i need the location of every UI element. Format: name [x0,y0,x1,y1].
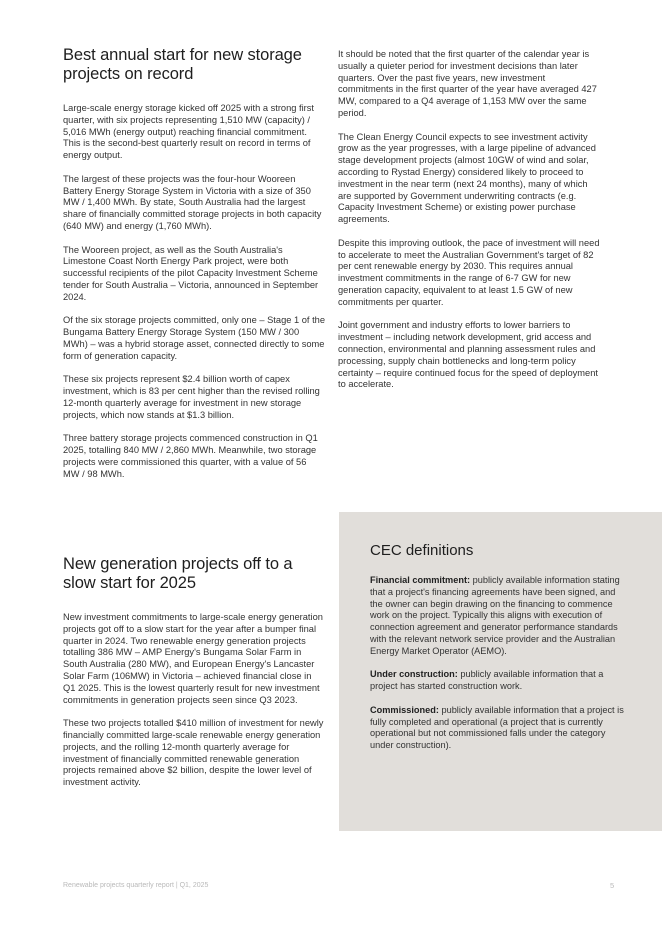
generation-section-text [63,612,325,801]
storage-section-heading: Best annual start for new storage projects on record [63,46,302,83]
page-number: 5 [610,881,615,890]
storage-paragraph: The largest of these projects was the four-hour Wooreen Battery Energy Storage System in Victoria with a size of 350 MW / 1,400 MWh. By state, South Australia had the largest share of financially committed storage projects in both capacity (640 MW) and energy (1,760 MWh). [63,173,322,231]
definition-term: Financial commitment: [370,575,471,585]
definitions-title: CEC definitions [370,542,474,559]
definitions-content [370,542,625,764]
definition-term: Under construction: [370,669,458,680]
generation-paragraph: These two projects totalled $410 million of investment for newly financially committed large-scale renewable energy generation projects, and the rolling 12-month quarterly average for investment of financially committed renewable generation projects remained above $2 billion, despite the lower level of investment activity. [63,718,324,788]
definition-text: publicly available information that a project has started construction work. [370,669,604,692]
footer-report-label: Renewable projects quarterly report | Q1, 2025 [63,882,209,889]
definition-item [370,705,625,752]
left-column [63,46,325,492]
definition-text: publicly available information stating that a project's financing agreements have been signed, and the owner can begin drawing on the financing to commence work on the project. Typically this aligns with execution of connection agreement and generator performance standards with the relevant network service provider and the Australian Energy Market Operator (AEMO). [370,575,620,656]
storage-paragraph: These six projects represent $2.4 billion worth of capex investment, which is 83 per cent higher than the revised rolling 12-month quarterly average for investment in new storage projects, which now stands at $1.3 billion. [63,374,320,420]
storage-paragraph: The Wooreen project, as well as the South Australia's Limestone Coast North Energy Park project, were both successful recipients of the pilot Capacity Investment Scheme tender for South Australia – Victoria, announced in September 2024. [63,244,319,302]
generation-section-heading: New generation projects off to a slow start for 2025 [63,555,293,592]
definition-item [370,575,625,658]
definitions-panel [339,512,662,831]
storage-paragraph: Large-scale energy storage kicked off 2025 with a strong first quarter, with six projects representing 1,510 MW (capacity) / 5,016 MWh (energy output) reaching financial commitment. This is the second-best quarterly result on record in terms of energy output. [63,103,314,161]
right-paragraph: It should be noted that the first quarter of the calendar year is usually a quieter period for investment decisions than later quarters. Over the past five years, new investment commitments in the first quarter of the year have averaged 427 MW, compared to a Q4 average of 1,153 MW over the same period. [338,49,597,118]
right-paragraph: Despite this improving outlook, the pace of investment will need to accelerate to meet the Australian Government's target of 82 per cent renewable energy by 2030. This requires annual investment commitments in the range of 6-7 GW for new generation capacity, equivalent to at least 1.5 GW of new commitments per quarter. [338,237,600,307]
right-paragraph: The Clean Energy Council expects to see investment activity grow as the year progresses, with a large pipeline of advanced stage development projects (almost 10GW of wind and solar, according to Rystad Energy) considered likely to proceed to investment in the near term (next 24 months), many of which are supported by Government underwriting contracts (e.g. Capacity Investment Scheme) or existing power purchase agreements. [338,131,596,225]
storage-paragraph: Three battery storage projects commenced construction in Q1 2025, totalling 840 MW / 2,860 MWh. Meanwhile, two storage projects were commissioned this quarter, with a value of 56 MW / 98 MWh. [63,433,318,479]
definition-text: publicly available information that a project is fully completed and operational (a project that is currently operational but not commissioned falls under the category under construction). [370,704,624,751]
definition-term: Commissioned: [370,704,439,715]
definition-item [370,669,625,693]
right-paragraph: Joint government and industry efforts to lower barriers to investment – including network development, grid access and connection, environmental and planning assessment rules and processing, supply chain bottlenecks and long-term policy certainty – require continued focus for the speed of deployment to accelerate. [338,320,598,390]
storage-paragraph: Of the six storage projects committed, only one – Stage 1 of the Bungama Battery Energy Storage System (150 MW / 300 MWh) – was a hybrid storage asset, connected directly to some form of generation capacity. [63,315,326,361]
right-column [338,49,602,403]
generation-paragraph: New investment commitments to large-scale energy generation projects got off to a slow start for the year after a bumper final quarter in 2024. Two renewable energy generation projects totalling 386 MW – AMP Energy's Bungama Solar Farm in South Australia (280 MW), and European Energy's Lancaster Solar Farm (106MW) in Victoria – achieved financial close in Q1 2025. This is the lowest quarterly result for new investment commitments in generation projects seen since Q3 2023. [63,612,323,705]
